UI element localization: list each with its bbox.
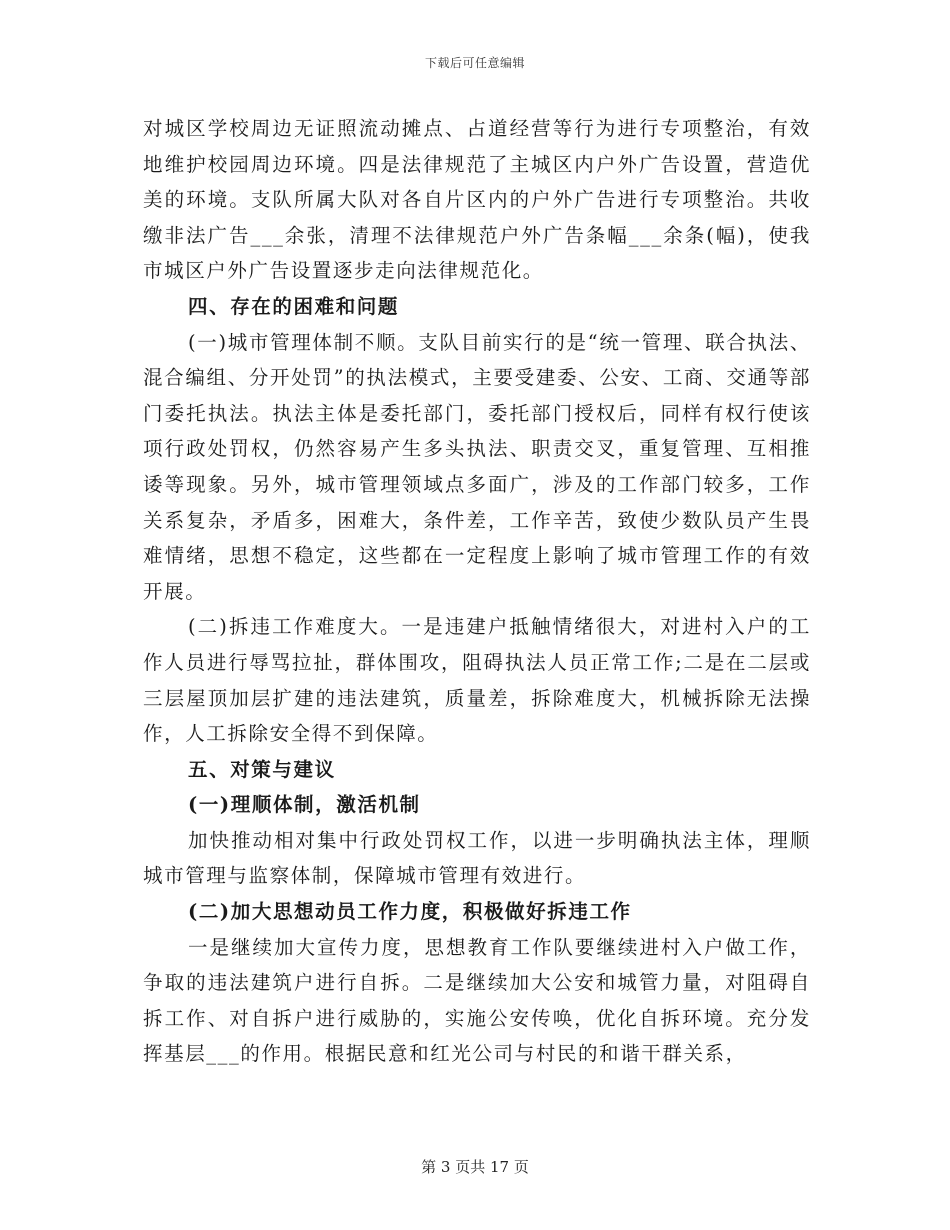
page-header: 下载后可任意编辑	[424, 56, 525, 70]
subheading-streamline-system: (一)理顺体制，激活机制	[188, 793, 421, 817]
paragraph-demolition-difficulty: (二)拆违工作难度大。一是违建户抵触情绪很大，对进村入户的工作人员进行辱骂拉扯，群体围攻，阻碍执法人员正常工作;二是在二层或三层屋顶加层扩建的违法建筑，质量差，拆除难度大，机械拆除无法操作，人工拆除安全得不到保障。	[143, 615, 811, 746]
document-body	[143, 111, 811, 1072]
paragraph-publicity-efforts: 一是继续加大宣传力度，思想教育工作队要继续进村入户做工作，争取的违法建筑户进行自拆。二是继续加大公安和城管力量，对阻碍自拆工作、对自拆户进行威胁的，实施公安传唤，优化自拆环境。充分发挥基层___的作用。根据民意和红光公司与村民的和谐干群关系，	[143, 935, 811, 1066]
section-heading-countermeasures: 五、对策与建议	[188, 757, 336, 781]
paragraph-administrative-penalty: 加快推动相对集中行政处罚权工作，以进一步明确执法主体，理顺城市管理与监察体制，保障城市管理有效进行。	[143, 828, 811, 888]
section-heading-difficulties: 四、存在的困难和问题	[188, 294, 400, 318]
paragraph-continuation: 对城区学校周边无证照流动摊点、占道经营等行为进行专项整治，有效地维护校园周边环境。四是法律规范了主城区内户外广告设置，营造优美的环境。支队所属大队对各自片区内的户外广告进行专项整治。共收缴非法广告___余张，清理不法律规范户外广告条幅___余条(幅)，使我市城区户外广告设置逐步走向法律规范化。	[143, 117, 811, 283]
page-footer: 第 3 页共 17 页	[421, 1158, 529, 1176]
subheading-mobilization: (二)加大思想动员工作力度，积极做好拆违工作	[188, 900, 632, 924]
paragraph-management-system: (一)城市管理体制不顺。支队目前实行的是“统一管理、联合执法、混合编组、分开处罚”的执法模式，主要受建委、公安、工商、交通等部门委托执法。执法主体是委托部门，委托部门授权后，同样有权行使该项行政处罚权，仍然容易产生多头执法、职责交叉，重复管理、互相推诿等现象。另外，城市管理领域点多面广，涉及的工作部门较多，工作关系复杂，矛盾多，困难大，条件差，工作辛苦，致使少数队员产生畏难情绪，思想不稳定，这些都在一定程度上影响了城市管理工作的有效开展。	[143, 330, 811, 603]
